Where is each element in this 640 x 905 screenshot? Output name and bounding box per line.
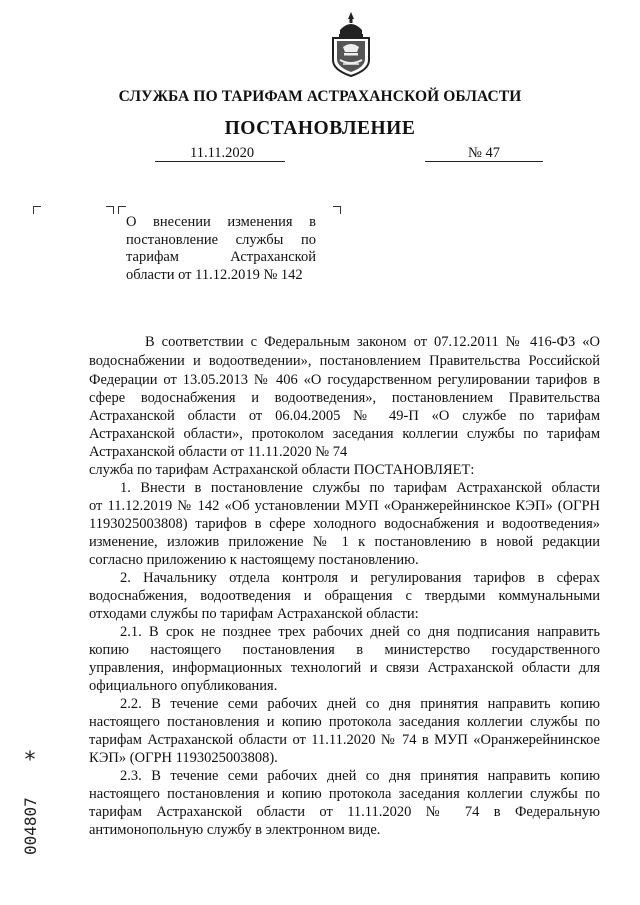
body-line: Федерации от 13.05.2013 № 406 «О государственном регулировании тарифов в [89, 372, 600, 388]
body-line: Астраханской области от 11.11.2020 № 74 [89, 444, 348, 460]
body-line: настоящего постановления и копию протокола заседания коллегии службы по [89, 786, 600, 802]
subject-block [126, 214, 316, 284]
body-line: 2.1. В срок не позднее трех рабочих дней со дня подписания направить [120, 624, 600, 640]
corner-mark-inner-right [118, 206, 126, 214]
body-line: водоснабжения, водоотведения и обращения с твердыми коммунальными [89, 588, 600, 604]
corner-mark-right [333, 206, 341, 214]
corner-mark-inner-left [106, 206, 114, 214]
body-line: отходами службы по тарифам Астраханской области: [89, 606, 419, 622]
body-line: Астраханской области от 06.04.2005 № 49-П «О службе по тарифам [89, 408, 600, 424]
body-line: от 11.12.2019 № 142 «Об установлении МУП «Оранжерейнинское КЭП» (ОГРН [89, 498, 600, 514]
serial-number: 004807 [21, 797, 40, 855]
document-type-title: ПОСТАНОВЛЕНИЕ [224, 118, 416, 139]
body-line: 1193025003808) тарифов в сфере холодного водоснабжения и водоотведения» [89, 516, 600, 532]
body-line: официального опубликования. [89, 678, 278, 694]
body-line: 2. Начальнику отдела контроля и регулирования тарифов в сферах [120, 570, 600, 586]
body-line: сфере водоснабжения и водоотведения», постановлением Правительства [89, 390, 600, 406]
body-line: настоящего постановления и копию протокола заседания коллегии службы по [89, 714, 600, 730]
body-line: водоснабжении и водоотведении», постановлением Правительства Российской [89, 353, 600, 369]
agency-name: СЛУЖБА ПО ТАРИФАМ АСТРАХАНСКОЙ ОБЛАСТИ [118, 88, 522, 105]
body-line: Астраханской области», протоколом заседания коллегии службы по тарифам [89, 426, 600, 442]
subject-line: постановление службы по [126, 231, 316, 248]
subject-line: тарифам Астраханской [126, 249, 316, 265]
body-line: антимонопольную службу в электронном виде. [89, 822, 381, 838]
body-line: тарифам Астраханской области от 11.11.2020 № 74 в Федеральную [89, 804, 600, 820]
body-line: тарифам Астраханской области от 11.11.2020 № 74 в МУП «Оранжерейнинское [89, 732, 600, 748]
body-line: согласно приложению к настоящему постановлению. [89, 552, 419, 568]
corner-mark-left [33, 206, 41, 214]
margin-serial-number [16, 745, 44, 855]
body-line: копию настоящего постановления в министерство государственного [89, 642, 600, 658]
document-number: № 47 [468, 145, 500, 161]
serial-mark: * [24, 748, 36, 773]
body-line: 2.2. В течение семи рабочих дней со дня принятия направить копию [120, 696, 600, 712]
body-line: 1. Внести в постановление службы по тарифам Астраханской области [120, 480, 600, 496]
coat-of-arms-emblem [327, 10, 375, 78]
subject-line: области от 11.12.2019 № 142 [126, 266, 303, 283]
body-line: 2.3. В течение семи рабочих дней со дня принятия направить копию [120, 768, 600, 784]
body-line: изменение, изложив приложение № 1 к постановлению в новой редакции [89, 534, 600, 550]
document-date: 11.11.2020 [190, 145, 255, 161]
subject-line: О внесении изменения в [126, 214, 316, 230]
body-line: управления, информационных технологий и связи Астраханской области для [89, 660, 600, 676]
body-line: В соответствии с Федеральным законом от 07.12.2011 № 416-ФЗ «О [145, 334, 600, 350]
body-line: служба по тарифам Астраханской области ПОСТАНОВЛЯЕТ: [89, 462, 475, 478]
body-line: КЭП» (ОГРН 1193025003808). [89, 750, 278, 766]
